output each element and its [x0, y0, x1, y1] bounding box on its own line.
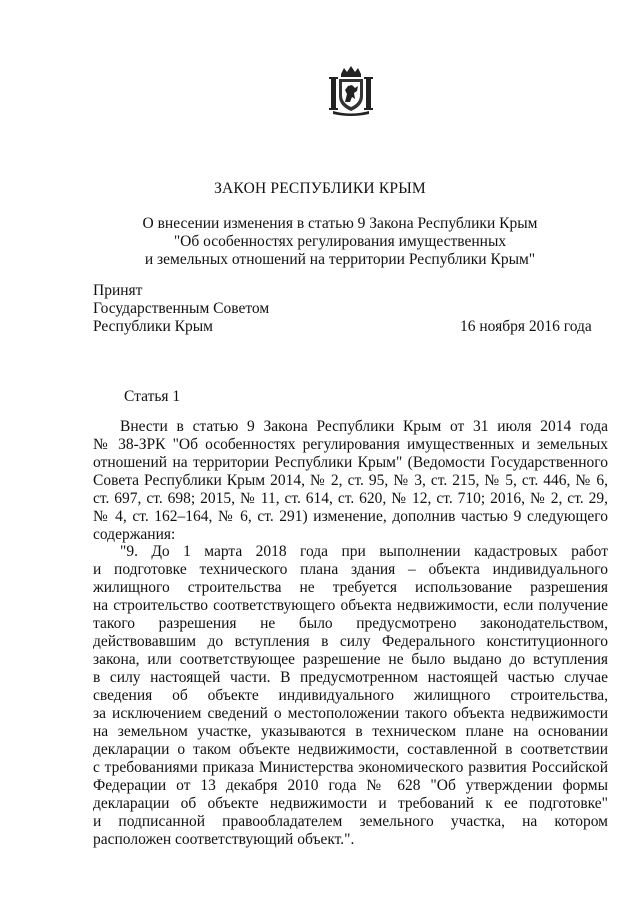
- paragraph-line: ст. 697, ст. 698; 2015, № 11, ст. 614, ст. 620, № 12, ст. 710; 2016, № 2, ст. 29,: [93, 490, 608, 507]
- paragraph-line: содержания:: [93, 526, 176, 543]
- paragraph-line: такого разрешения не было предусмотрено законодательством,: [93, 615, 608, 632]
- paragraph-line: № 38-ЗРК "Об особенностях регулирования имущественных и земельных: [93, 436, 608, 453]
- paragraph-line: на строительство соответствующего объекта недвижимости, если получение: [93, 597, 608, 614]
- adoption-line: Государственным Советом: [93, 300, 270, 317]
- law-subtitle: [100, 215, 580, 269]
- paragraph-line: декларации о таком объекте недвижимости, составленной в соответствии: [93, 741, 608, 758]
- paragraph-line: закона, или соответствующее разрешение не было выдано до вступления: [93, 651, 608, 668]
- paragraph-line: Совета Республики Крым 2014, № 2, ст. 95, № 3, ст. 215, № 5, ст. 446, № 6,: [93, 472, 608, 489]
- paragraph-line: в силу настоящей части. В предусмотренном настоящей частью случае: [93, 669, 608, 686]
- law-title: ЗАКОН РЕСПУБЛИКИ КРЫМ: [214, 180, 426, 197]
- paragraph-line: за исключением сведений о местоположении такого объекта недвижимости: [93, 705, 608, 722]
- paragraph-part-9: [93, 543, 608, 849]
- crimea-coat-of-arms-icon: [325, 64, 377, 116]
- paragraph-amendment-intro: [93, 418, 608, 544]
- adoption-line: Республики Крым: [93, 318, 213, 335]
- paragraph-line: и подготовке технического плана здания – объекта индивидуального: [93, 561, 608, 578]
- paragraph-line: действовавшим до вступления в силу Федерального конституционного: [93, 633, 608, 650]
- paragraph-line: на земельном участке, указываются в техническом плане на основании: [93, 723, 608, 740]
- article-heading: Статья 1: [124, 388, 181, 405]
- paragraph-line: и подписанной правообладателем земельного участка, на котором: [93, 813, 608, 830]
- adoption-date: 16 ноября 2016 года: [460, 318, 592, 335]
- subtitle-line: и земельных отношений на территории Республики Крым": [144, 251, 536, 268]
- paragraph-line: Внести в статью 9 Закона Республики Крым от 31 июля 2014 года: [120, 418, 608, 435]
- paragraph-line: жилищного строительства не требуется использование разрешения: [93, 579, 608, 596]
- paragraph-line: расположен соответствующий объект.".: [93, 831, 355, 848]
- paragraph-line: отношений на территории Республики Крым" (Ведомости Государственного: [93, 454, 608, 471]
- paragraph-line: № 4, ст. 162–164, № 6, ст. 291) изменение, дополнив частью 9 следующего: [93, 508, 608, 525]
- paragraph-line: Федерации от 13 декабря 2010 года № 628 "Об утверждении формы: [93, 777, 608, 794]
- paragraph-line: с требованиями приказа Министерства экономического развития Российской: [93, 759, 608, 776]
- subtitle-line: "Об особенностях регулирования имущественных: [173, 233, 507, 250]
- adoption-block: [93, 282, 269, 336]
- paragraph-line: "9. До 1 марта 2018 года при выполнении кадастровых работ: [120, 543, 608, 560]
- adoption-line: Принят: [93, 282, 143, 299]
- paragraph-line: декларации об объекте недвижимости и требований к ее подготовке": [93, 795, 608, 812]
- subtitle-line: О внесении изменения в статью 9 Закона Республики Крым: [142, 215, 538, 232]
- paragraph-line: сведения об объекте индивидуального жилищного строительства,: [93, 687, 608, 704]
